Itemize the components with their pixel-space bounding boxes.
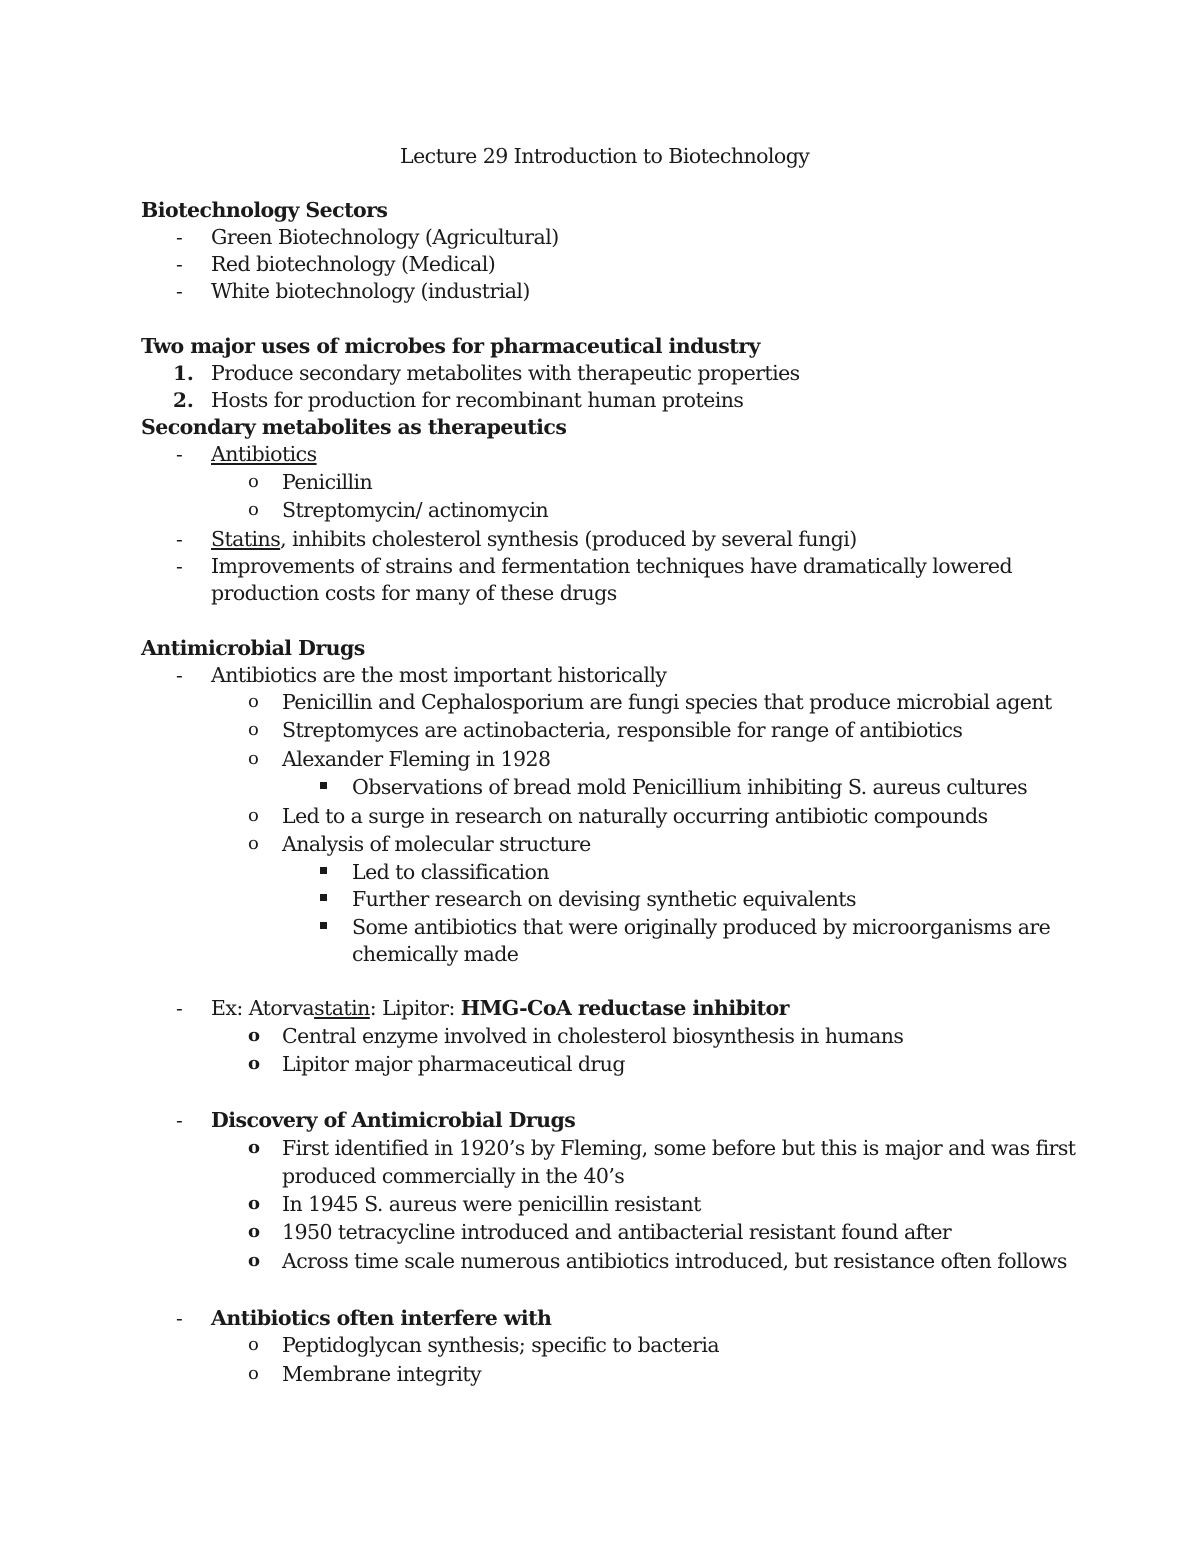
list-item: Led to classification (352, 860, 549, 884)
discovery-heading: Discovery of Antimicrobial Drugs (211, 1108, 576, 1132)
circle-bullet: o (248, 1334, 259, 1355)
list-item: Hosts for production for recombinant human proteins (211, 388, 744, 412)
dash-bullet: - (176, 663, 183, 687)
list-item: Streptomycin/ actinomycin (282, 498, 549, 522)
sectors-heading: Biotechnology Sectors (141, 198, 388, 222)
list-item: Led to a surge in research on naturally occurring antibiotic compounds (282, 804, 988, 828)
square-bullet (320, 894, 327, 901)
circle-bullet: o (248, 805, 259, 826)
list-item: Produce secondary metabolites with therapeutic properties (211, 361, 800, 385)
circle-bullet: o (248, 1363, 259, 1384)
number-marker: 1. (173, 361, 194, 385)
list-item: Further research on devising synthetic equivalents (352, 887, 856, 911)
statins-word: Statins (211, 527, 281, 551)
dash-bullet: - (176, 554, 183, 578)
circle-bullet: o (248, 748, 259, 769)
dash-bullet: - (176, 442, 183, 466)
list-item: Peptidoglycan synthesis; specific to bacteria (282, 1333, 720, 1357)
dash-bullet: - (176, 1108, 183, 1132)
circle-bullet: o (248, 833, 259, 854)
lipitor-text: : Lipitor: (369, 996, 461, 1020)
list-item: First identified in 1920’s by Fleming, some before but this is major and was first (282, 1136, 1076, 1160)
secondary-heading: Secondary metabolites as therapeutics (141, 415, 567, 439)
statin-word: statin (314, 996, 370, 1020)
list-item: Across time scale numerous antibiotics introduced, but resistance often follows (282, 1249, 1067, 1273)
list-item: Observations of bread mold Penicillium inhibiting S. aureus cultures (352, 775, 1028, 799)
dash-bullet: - (176, 527, 183, 551)
number-marker: 2. (173, 388, 194, 412)
list-item-continuation: produced commercially in the 40’s (282, 1164, 625, 1188)
square-bullet (320, 922, 327, 929)
microbes-heading: Two major uses of microbes for pharmaceutical industry (141, 334, 760, 358)
hmg-coa-text: HMG-CoA reductase inhibitor (460, 996, 789, 1020)
circle-bullet: o (248, 1250, 261, 1271)
dash-bullet: - (176, 1306, 183, 1330)
circle-bullet: o (248, 1193, 261, 1214)
antimicrobial-heading: Antimicrobial Drugs (141, 636, 365, 660)
circle-bullet: o (248, 1221, 261, 1242)
statins-item (211, 525, 857, 553)
dash-bullet: - (176, 225, 183, 249)
square-bullet (320, 782, 327, 789)
list-item: Penicillin (282, 470, 373, 494)
circle-bullet: o (248, 719, 259, 740)
list-item-continuation: chemically made (352, 942, 519, 966)
list-item: Lipitor major pharmaceutical drug (282, 1052, 625, 1076)
atorvastatin-item (211, 994, 789, 1022)
square-bullet (320, 867, 327, 874)
page-title: Lecture 29 Introduction to Biotechnology (400, 144, 810, 168)
list-item: White biotechnology (industrial) (211, 279, 530, 303)
list-item: 1950 tetracycline introduced and antibacterial resistant found after (282, 1220, 952, 1244)
list-item: Streptomyces are actinobacteria, responsible for range of antibiotics (282, 718, 963, 742)
circle-bullet: o (248, 691, 259, 712)
circle-bullet: o (248, 471, 259, 492)
list-item-continuation: production costs for many of these drugs (211, 581, 617, 605)
statins-rest: , inhibits cholesterol synthesis (produced by several fungi) (280, 527, 857, 551)
circle-bullet: o (248, 499, 259, 520)
atorva-text: Ex: Atorva (211, 996, 315, 1020)
list-item: Red biotechnology (Medical) (211, 252, 496, 276)
dash-bullet: - (176, 252, 183, 276)
circle-bullet: o (248, 1025, 261, 1046)
list-item: Analysis of molecular structure (282, 832, 591, 856)
antibiotics-label: Antibiotics (211, 442, 317, 466)
list-item: In 1945 S. aureus were penicillin resistant (282, 1192, 701, 1216)
list-item: Some antibiotics that were originally produced by microorganisms are (352, 915, 1051, 939)
list-item: Penicillin and Cephalosporium are fungi species that produce microbial agent (282, 690, 1052, 714)
circle-bullet: o (248, 1137, 261, 1158)
circle-bullet: o (248, 1053, 261, 1074)
interfere-heading: Antibiotics often interfere with (211, 1306, 552, 1330)
list-item: Green Biotechnology (Agricultural) (211, 225, 559, 249)
list-item: Antibiotics are the most important historically (211, 663, 667, 687)
list-item: Alexander Fleming in 1928 (282, 747, 551, 771)
dash-bullet: - (176, 279, 183, 303)
dash-bullet: - (176, 996, 183, 1020)
list-item: Improvements of strains and fermentation techniques have dramatically lowered (211, 554, 1013, 578)
list-item: Membrane integrity (282, 1362, 482, 1386)
list-item: Central enzyme involved in cholesterol biosynthesis in humans (282, 1024, 904, 1048)
